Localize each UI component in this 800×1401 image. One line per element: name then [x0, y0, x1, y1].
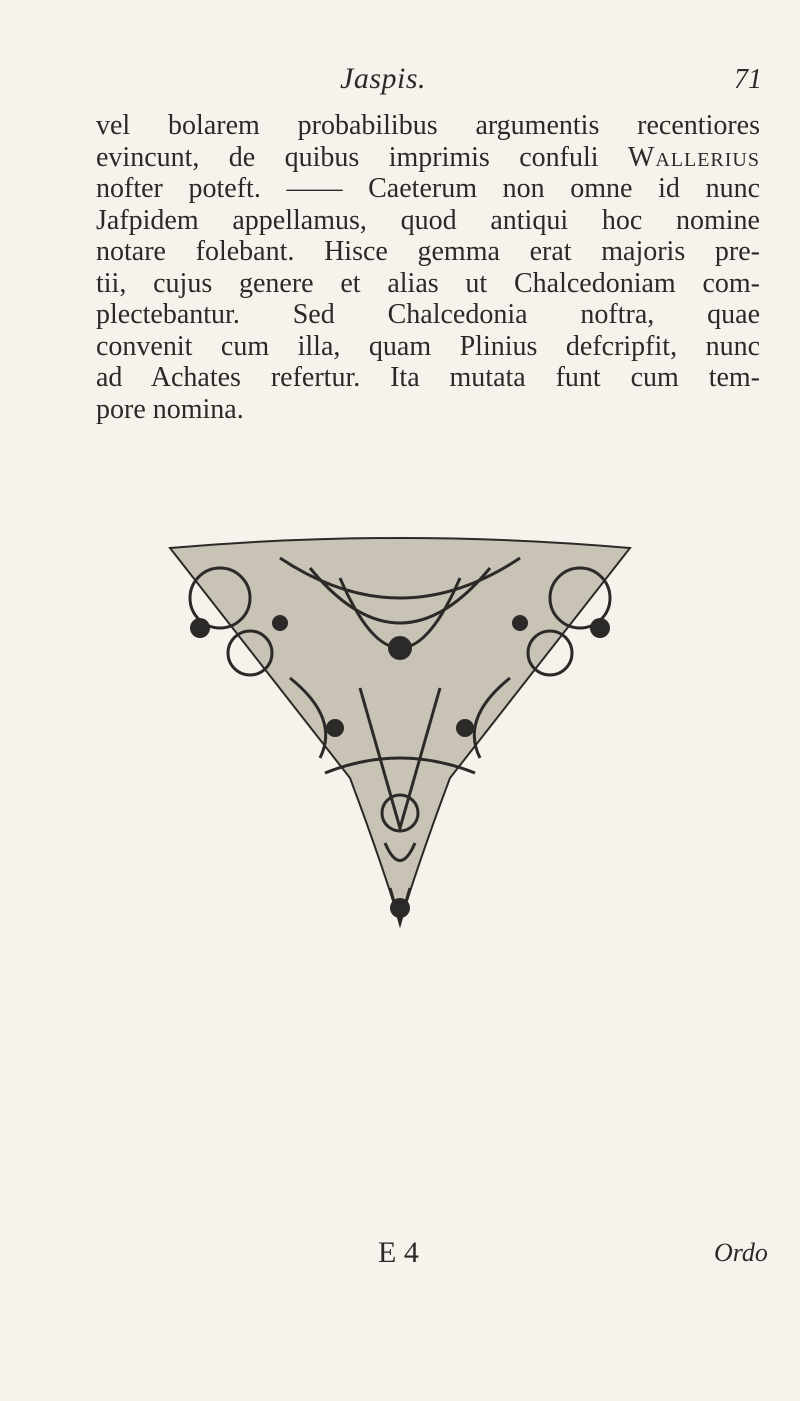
text-line: tii, cujus genere et alias ut Chalcedoniam com-: [96, 267, 760, 299]
author-name: Wallerius: [627, 141, 760, 173]
text-line: pore nomina.: [96, 393, 244, 425]
running-title: Jaspis.: [340, 62, 426, 95]
text-line: Jafpidem appellamus, quod antiqui hoc nomine: [96, 204, 760, 236]
text-line: vel bolarem probabilibus argumentis recentiores: [96, 110, 760, 141]
page-number: 71: [734, 64, 762, 95]
text-line: plectebantur. Sed Chalcedonia noftra, quae: [96, 299, 760, 330]
text-line: nofter poteft. —— Caeterum non omne id nunc: [96, 173, 760, 204]
text-line: notare folebant. Hisce gemma erat majoris pre-: [96, 236, 760, 267]
text-line-part: evincunt, de quibus imprimis confuli: [96, 141, 599, 173]
signature-mark: E 4: [378, 1236, 419, 1269]
catchword: Ordo: [714, 1238, 768, 1267]
text-line: ad Achates refertur. Ita mutata funt cum tem-: [96, 362, 760, 393]
body-text: [96, 110, 760, 425]
text-line: convenit cum illa, quam Plinius defcripfit, nunc: [96, 330, 760, 362]
running-head: [0, 62, 800, 102]
text-line: [96, 142, 760, 174]
tailpiece-ornament-icon: [160, 528, 640, 928]
